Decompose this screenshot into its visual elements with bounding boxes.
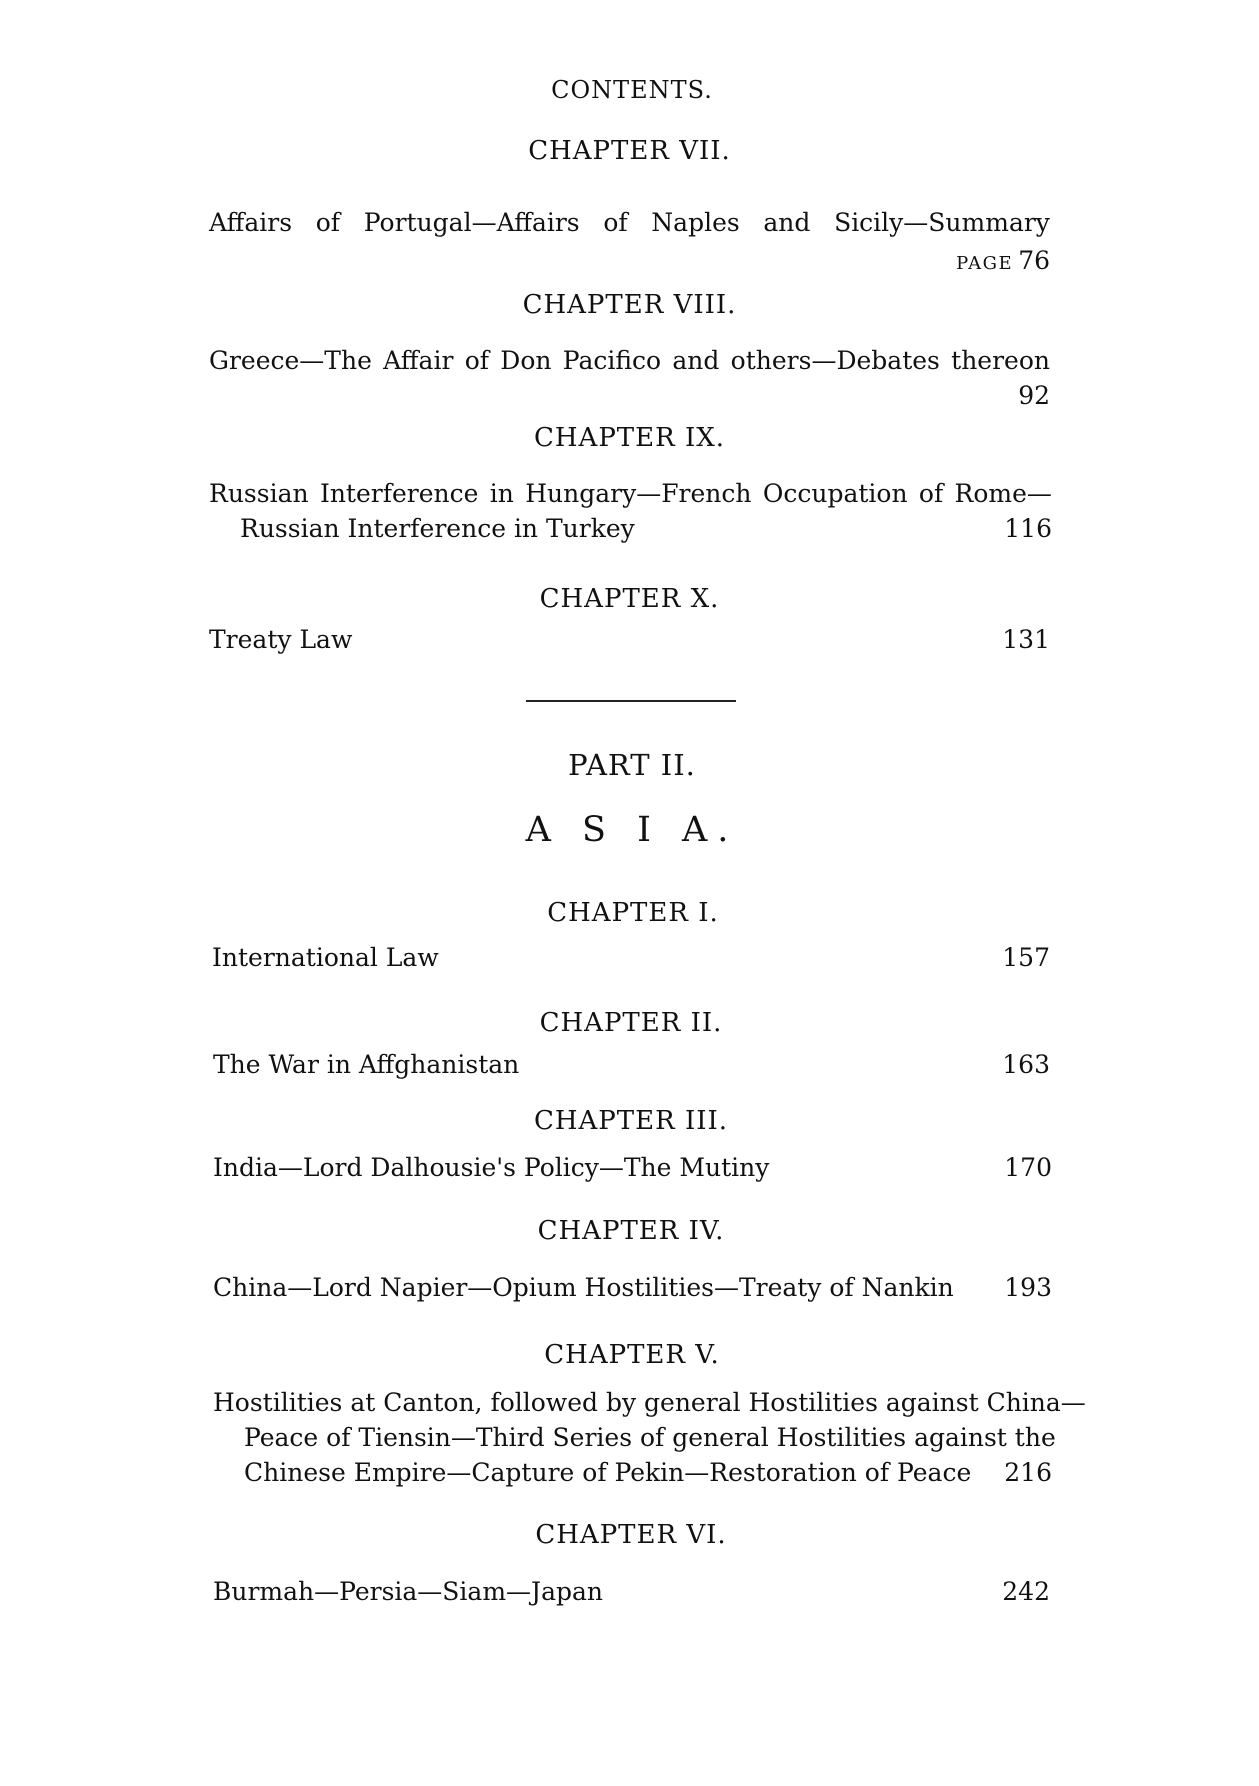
word: Naples bbox=[651, 208, 740, 237]
part-label: PART II. bbox=[568, 748, 696, 782]
chapter-heading-vi: CHAPTER VI. bbox=[535, 1520, 727, 1550]
part-name: A S I A. bbox=[525, 810, 739, 850]
word: Don bbox=[500, 346, 552, 375]
entry-title: China—Lord Napier—Opium Hostilities—Treaty of Nankin bbox=[213, 1273, 954, 1302]
chapter-v-entry-line1 bbox=[213, 1385, 1086, 1420]
entry-title: Treaty Law bbox=[209, 625, 353, 654]
word: and bbox=[763, 208, 811, 237]
chapter-heading-ix: CHAPTER IX. bbox=[533, 423, 726, 453]
word: Affair bbox=[383, 346, 454, 375]
chapter-v-entry-line2 bbox=[244, 1420, 1056, 1455]
word: Rome— bbox=[954, 479, 1052, 508]
chapter-heading-i: CHAPTER I. bbox=[547, 898, 719, 928]
chapter-heading-ii: CHAPTER II. bbox=[539, 1008, 723, 1038]
entry-title-continued: Peace of Tiensin—Third Series of general Hostilities against the bbox=[244, 1423, 1056, 1452]
page-label: PAGE bbox=[956, 253, 1014, 274]
word: of bbox=[918, 479, 944, 508]
entry-page: 116 bbox=[1004, 514, 1052, 543]
entry-title: Hostilities at Canton, followed by general Hostilities against China— bbox=[213, 1388, 1086, 1417]
entry-page: 157 bbox=[1002, 943, 1050, 972]
word: of bbox=[315, 208, 341, 237]
entry-title: Burmah—Persia—Siam—Japan bbox=[213, 1577, 603, 1606]
chapter-x-entry bbox=[209, 622, 1050, 657]
chapter-viii-entry-line bbox=[209, 343, 1050, 378]
entry-title: India—Lord Dalhousie's Policy—The Mutiny bbox=[213, 1153, 770, 1182]
word: and bbox=[672, 346, 720, 375]
entry-page: 193 bbox=[1004, 1273, 1052, 1302]
chapter-vi-entry bbox=[213, 1574, 1050, 1609]
word: Russian bbox=[209, 479, 309, 508]
word: thereon bbox=[951, 346, 1050, 375]
chapter-ii-entry bbox=[213, 1047, 1050, 1082]
chapter-ix-entry-line2 bbox=[240, 511, 1052, 546]
chapter-i-entry bbox=[212, 940, 1050, 975]
word: Portugal—Affairs bbox=[363, 208, 580, 237]
entry-page: 131 bbox=[1002, 625, 1050, 654]
chapter-viii-page: 92 bbox=[1018, 381, 1050, 410]
chapter-ix-entry-line1 bbox=[209, 476, 1052, 511]
chapter-heading-v: CHAPTER V. bbox=[544, 1340, 720, 1370]
chapter-v-entry-line3 bbox=[244, 1455, 1052, 1490]
chapter-heading-x: CHAPTER X. bbox=[539, 584, 720, 614]
word: Pacifico bbox=[562, 346, 662, 375]
running-head: CONTENTS. bbox=[551, 76, 713, 104]
chapter-heading-iv: CHAPTER IV. bbox=[537, 1216, 725, 1246]
entry-title: The War in Affghanistan bbox=[213, 1050, 520, 1079]
chapter-vii-page bbox=[956, 243, 1050, 278]
chapter-vii-entry-line bbox=[209, 205, 1050, 240]
entry-page: 242 bbox=[1002, 1577, 1050, 1606]
word: others—Debates bbox=[730, 346, 940, 375]
chapter-heading-iii: CHAPTER III. bbox=[533, 1106, 729, 1136]
chapter-iii-entry bbox=[213, 1150, 1052, 1185]
page-number: 76 bbox=[1018, 246, 1050, 275]
word: Greece—The bbox=[209, 346, 372, 375]
entry-title-continued: Russian Interference in Turkey bbox=[240, 514, 635, 543]
word: Sicily—Summary bbox=[834, 208, 1050, 237]
word: in bbox=[489, 479, 514, 508]
entry-title: International Law bbox=[212, 943, 439, 972]
entry-page: 163 bbox=[1002, 1050, 1050, 1079]
chapter-iv-entry bbox=[213, 1270, 1052, 1305]
word: Affairs bbox=[209, 208, 293, 237]
word: of bbox=[603, 208, 628, 237]
word: Hungary—French bbox=[525, 479, 752, 508]
word: Occupation bbox=[762, 479, 908, 508]
chapter-heading-vii: CHAPTER VII. bbox=[528, 136, 731, 166]
entry-page: 170 bbox=[1004, 1153, 1052, 1182]
entry-page: 216 bbox=[1004, 1458, 1052, 1487]
entry-title-continued: Chinese Empire—Capture of Pekin—Restoration of Peace bbox=[244, 1458, 972, 1487]
section-divider-rule bbox=[526, 700, 736, 702]
chapter-heading-viii: CHAPTER VIII. bbox=[522, 290, 737, 320]
word: of bbox=[464, 346, 489, 375]
word: Interference bbox=[319, 479, 479, 508]
